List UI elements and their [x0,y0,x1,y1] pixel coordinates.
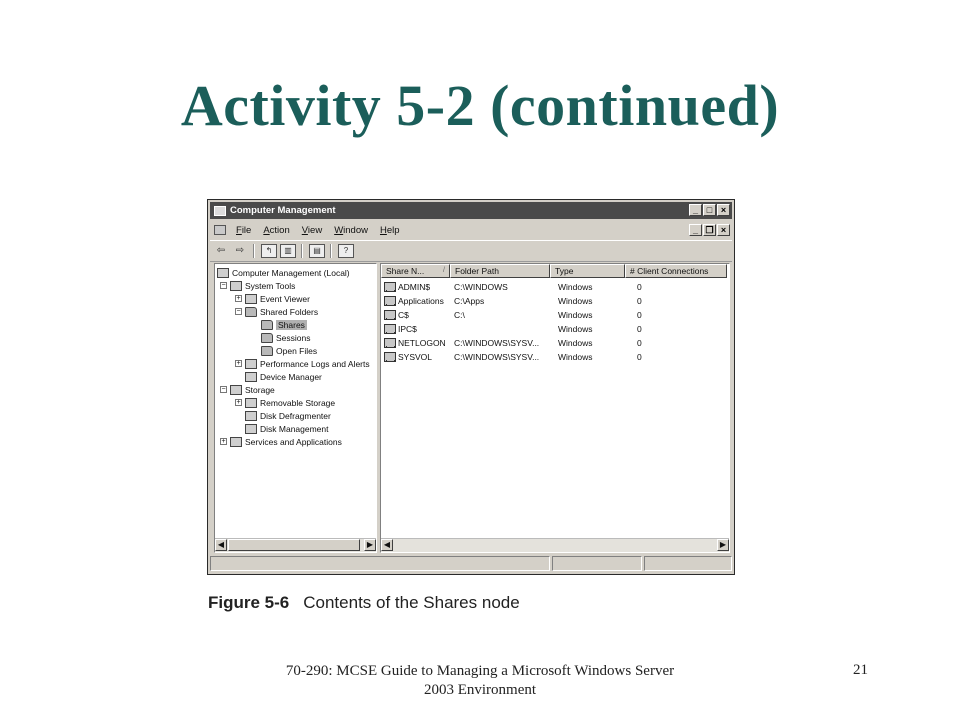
connections-cell: 0 [637,338,642,348]
shared-folder-icon [261,333,273,343]
figure-caption-text: Contents of the Shares node [303,593,520,612]
list-item-netlogon[interactable] [381,336,727,350]
shared-folder-icon [384,282,396,292]
toolbar-separator [253,244,255,258]
collapse-icon[interactable]: − [236,308,241,315]
shared-folder-icon [245,307,257,317]
list-item-applications[interactable] [381,294,727,308]
shared-folder-icon [384,352,396,362]
computer-management-window [207,199,735,575]
figure-label: Figure 5-6 [208,593,290,612]
tree-item-performance-logs[interactable] [235,357,370,370]
column-header-folder-path[interactable]: Folder Path [450,264,550,278]
mdi-caption-buttons [689,224,730,236]
tree-item-label: Shared Folders [260,306,319,317]
sort-indicator-icon: / [443,267,445,274]
tree-item-label: Disk Management [260,423,329,434]
collapse-icon[interactable]: − [221,282,226,289]
console-tree-pane[interactable] [214,263,377,553]
connections-cell: 0 [637,310,642,320]
share-name: C$ [398,310,409,320]
menu-help[interactable]: Help [379,224,400,236]
maximize-button[interactable]: □ [703,204,716,216]
window-title: Computer Management [230,205,336,216]
scroll-left-arrow-icon[interactable]: ◀ [381,539,393,551]
export-list-icon[interactable]: ▤ [309,244,325,258]
menu-action[interactable]: Action [263,224,290,236]
column-header-type[interactable]: Type [550,264,625,278]
tree-item-label: Removable Storage [260,397,336,408]
expand-icon[interactable]: + [236,360,241,367]
scroll-right-arrow-icon[interactable]: ▶ [364,539,376,551]
type-cell: Windows [558,296,593,306]
tree-item-label: Device Manager [260,371,322,382]
tree-item-label: Disk Defragmenter [260,410,331,421]
computer-management-app-icon [214,206,226,216]
folder-path-cell: C:\ [454,310,465,320]
tree-item-label: Services and Applications [245,436,342,447]
menu-view[interactable]: View [301,224,323,236]
share-name: NETLOGON [398,338,446,348]
mdi-minimize-button[interactable]: _ [689,224,702,236]
toolbar-separator [301,244,303,258]
caption-buttons [689,204,730,216]
tree-item-services-applications[interactable] [220,435,342,448]
forward-arrow-icon[interactable]: ⇨ [235,245,245,256]
removable-storage-icon [245,398,257,408]
figure-caption [208,593,520,613]
list-item-c-drive[interactable] [381,308,727,322]
tree-item-label: Open Files [276,345,318,356]
status-panel [210,556,550,571]
connections-cell: 0 [637,324,642,334]
tree-item-label: Computer Management (Local) [232,267,350,278]
type-cell: Windows [558,282,593,292]
scroll-left-arrow-icon[interactable]: ◀ [215,539,227,551]
device-manager-icon [245,372,257,382]
back-arrow-icon[interactable]: ⇦ [216,245,226,256]
results-list-pane[interactable] [380,263,730,553]
mdi-child-icon[interactable] [214,225,226,235]
shared-folder-icon [384,338,396,348]
scroll-right-arrow-icon[interactable]: ▶ [717,539,729,551]
computer-icon [217,268,229,278]
connections-cell: 0 [637,282,642,292]
type-cell: Windows [558,338,593,348]
list-item-sysvol[interactable] [381,350,727,364]
tree-item-event-viewer[interactable] [235,292,310,305]
tree-item-system-tools[interactable] [220,279,295,292]
shared-folder-icon [384,324,396,334]
tree-item-sessions[interactable] [261,331,311,344]
list-horizontal-scrollbar[interactable] [381,538,729,552]
tree-item-shared-folders[interactable] [235,305,318,318]
shared-folder-icon [384,310,396,320]
list-item-ipc[interactable] [381,322,727,336]
menu-file[interactable]: File [236,224,252,236]
share-name-cell [381,310,450,320]
column-header-client-connections[interactable]: # Client Connections [625,264,727,278]
up-folder-icon[interactable]: ↰ [261,244,277,258]
tree-item-open-files[interactable] [261,344,317,357]
share-name-cell [381,352,450,362]
status-bar [210,556,732,572]
toolbar [210,240,732,262]
share-name-cell [381,282,450,292]
help-icon[interactable]: ? [338,244,354,258]
shared-folder-icon [261,320,273,330]
list-item-admin[interactable] [381,280,727,294]
type-cell: Windows [558,352,593,362]
share-name-cell [381,296,450,306]
expand-icon[interactable]: + [236,399,241,406]
folder-path-cell: C:\Apps [454,296,485,306]
tree-item-label: Performance Logs and Alerts [260,358,370,369]
mdi-restore-button[interactable]: ❐ [703,224,716,236]
type-cell: Windows [558,310,593,320]
show-hide-tree-icon[interactable]: ▥ [280,244,296,258]
tree-item-label: System Tools [245,280,296,291]
expand-icon[interactable]: + [221,438,226,445]
shared-folder-icon [384,296,396,306]
disk-management-icon [245,424,257,434]
close-button[interactable]: × [717,204,730,216]
slide-title: Activity 5-2 (continued) [180,73,780,138]
status-panel [552,556,642,571]
mdi-close-button[interactable]: × [717,224,730,236]
tree-item-removable-storage[interactable] [235,396,335,409]
connections-cell: 0 [637,352,642,362]
tree-horizontal-scrollbar[interactable] [215,538,376,552]
tree-item-device-manager[interactable] [245,370,322,383]
share-name-cell [381,324,450,334]
services-icon [230,437,242,447]
folder-path-cell: C:\WINDOWS\SYSV... [454,338,540,348]
tree-item-storage[interactable] [220,383,275,396]
connections-cell: 0 [637,296,642,306]
tree-item-label: Sessions [276,332,311,343]
slide-footer: 70-290: MCSE Guide to Managing a Microsoft Windows Server 2003 Environment [285,663,675,698]
tree-item-computer-management[interactable] [217,266,350,279]
expand-icon[interactable]: + [236,295,241,302]
tools-icon [230,281,242,291]
collapse-icon[interactable]: − [221,386,226,393]
column-header-label: Share N... [386,266,425,276]
share-name: SYSVOL [398,352,433,362]
minimize-button[interactable]: _ [689,204,702,216]
menu-window[interactable]: Window [334,224,368,236]
tree-item-label: Event Viewer [260,293,310,304]
page-number: 21 [853,662,868,678]
share-name-cell [381,338,450,348]
window-title-bar[interactable] [210,202,732,219]
shared-folder-icon [261,346,273,356]
status-panel [644,556,732,571]
folder-path-cell: C:\WINDOWS [454,282,508,292]
scroll-thumb[interactable] [228,539,360,551]
toolbar-separator [330,244,332,258]
type-cell: Windows [558,324,593,334]
menu-bar [210,221,732,239]
tree-item-shares[interactable] [261,318,307,331]
folder-path-cell: C:\WINDOWS\SYSV... [454,352,540,362]
tree-item-disk-management[interactable] [245,422,329,435]
storage-icon [230,385,242,395]
list-header [381,264,729,278]
share-name: Applications [398,296,444,306]
tree-item-disk-defragmenter[interactable] [245,409,331,422]
column-header-share-name[interactable] [381,264,450,278]
share-name: ADMIN$ [398,282,431,292]
tree-item-label: Storage [245,384,275,395]
performance-icon [245,359,257,369]
event-viewer-icon [245,294,257,304]
defragmenter-icon [245,411,257,421]
tree-item-label: Shares [278,319,305,330]
share-name: IPC$ [398,324,417,334]
